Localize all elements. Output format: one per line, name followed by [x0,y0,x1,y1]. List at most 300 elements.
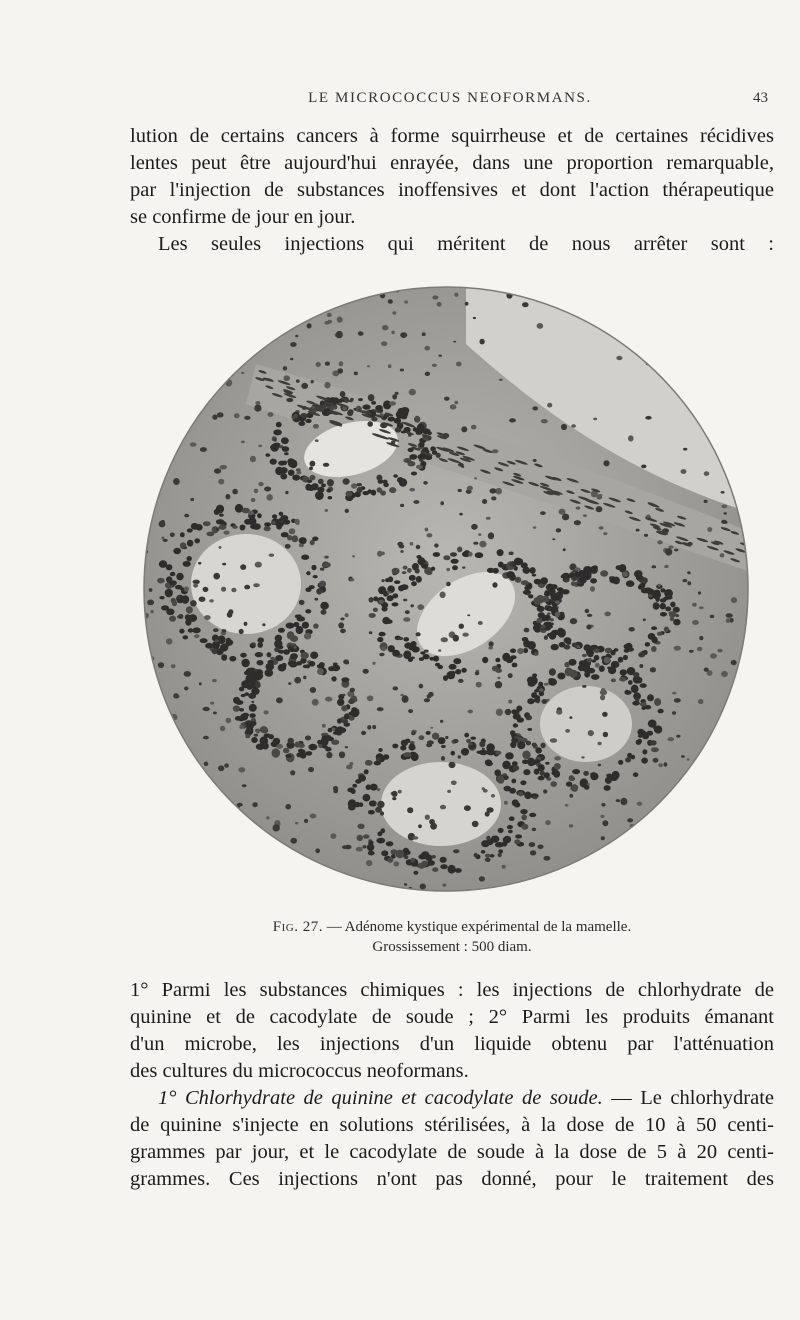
cell-nucleus [523,567,531,574]
cell-nucleus [572,769,580,774]
cell-nucleus [654,698,661,706]
cell-nucleus [551,644,559,650]
cell-nucleus [233,697,240,704]
cell-nucleus [382,325,389,331]
cell-nucleus [213,877,218,882]
cell-nucleus [321,609,327,614]
cell-nucleus [290,635,298,642]
cell-nucleus [600,570,608,576]
cell-nucleus [232,343,237,347]
cell-nucleus [218,479,224,485]
cell-nucleus [467,614,470,616]
cell-nucleus [473,542,478,545]
cell-nucleus [432,295,438,299]
cell-nucleus [658,584,661,587]
cell-nucleus [421,861,428,867]
cell-nucleus [290,770,295,775]
cell-nucleus [381,579,384,582]
cell-nucleus [385,619,393,624]
cell-nucleus [358,824,365,830]
cell-nucleus [205,384,212,392]
cell-nucleus [162,385,168,390]
cell-nucleus [422,428,431,434]
cell-nucleus [618,657,624,663]
cell-nucleus [300,864,304,866]
cell-nucleus [442,883,446,886]
cell-nucleus [414,871,419,875]
cell-nucleus [498,853,502,857]
cell-nucleus [553,771,560,778]
cell-nucleus [624,648,630,652]
cell-nucleus [257,513,262,518]
cell-nucleus [242,334,249,341]
cell-nucleus [145,878,150,881]
cell-nucleus [487,568,495,573]
cell-nucleus [419,735,425,740]
cell-nucleus [195,329,202,334]
cell-nucleus [419,442,425,448]
cell-nucleus [393,474,398,478]
cell-nucleus [532,828,537,832]
cell-nucleus [502,841,508,846]
figure-label: Fig. 27. [272,919,323,935]
cell-nucleus [475,552,484,558]
cell-nucleus [524,586,530,590]
cell-nucleus [616,799,620,802]
cell-nucleus [400,584,408,590]
cell-nucleus [316,588,322,594]
cell-nucleus [517,717,524,722]
cell-nucleus [144,296,150,300]
cell-nucleus [330,833,336,839]
cell-nucleus [636,529,640,532]
cell-nucleus [185,614,191,620]
cell-nucleus [380,811,384,815]
cell-nucleus [257,642,263,648]
cell-nucleus [524,628,530,633]
cell-nucleus [171,664,176,668]
cell-nucleus [588,730,594,736]
cell-nucleus [523,648,528,653]
cell-nucleus [692,620,699,625]
cell-nucleus [295,335,298,338]
cell-nucleus [485,811,490,816]
cell-nucleus [403,650,411,659]
cell-nucleus [437,665,443,669]
cell-nucleus [288,682,291,685]
cell-nucleus [138,841,145,846]
cell-nucleus [571,784,578,792]
cell-nucleus [224,763,229,767]
cell-nucleus [498,828,504,833]
cell-nucleus [392,602,399,606]
cell-nucleus [676,735,680,738]
cell-nucleus [495,751,501,755]
cell-nucleus [368,810,375,815]
cell-nucleus [597,887,602,892]
cell-nucleus [203,707,210,711]
cell-nucleus [411,472,417,476]
cell-nucleus [721,671,728,677]
cell-nucleus [571,424,576,428]
cell-nucleus [392,568,400,575]
cell-nucleus [377,551,383,557]
cell-nucleus [396,410,405,418]
cell-nucleus [527,593,530,596]
cell-nucleus [517,648,524,654]
cell-nucleus [547,403,552,408]
cell-nucleus [368,851,375,856]
cell-nucleus [338,622,344,628]
cell-nucleus [599,526,604,529]
cell-nucleus [159,596,164,599]
cell-nucleus [541,743,546,749]
cell-nucleus [618,760,623,765]
cell-nucleus [266,816,269,819]
cell-nucleus [670,617,675,621]
cell-nucleus [310,652,318,659]
cell-nucleus [627,753,632,758]
cell-nucleus [578,577,587,584]
cell-nucleus [510,655,516,659]
cell-nucleus [432,449,435,451]
cell-nucleus [516,706,522,712]
cell-nucleus [151,402,157,409]
cell-nucleus [691,885,698,890]
cell-nucleus [328,496,333,499]
cell-nucleus [616,356,622,360]
cell-nucleus [486,517,491,520]
cell-nucleus [400,369,404,372]
cell-nucleus [565,804,569,807]
cell-nucleus [302,622,309,629]
cell-nucleus [603,532,607,535]
cell-nucleus [194,538,200,543]
cell-nucleus [689,650,694,653]
cell-nucleus [464,805,471,811]
cell-nucleus [271,521,276,526]
cell-nucleus [411,604,414,607]
cell-nucleus [264,710,269,714]
cell-nucleus [237,506,243,511]
cell-nucleus [240,653,247,658]
cell-nucleus [272,514,277,518]
cell-nucleus [539,688,544,691]
cell-nucleus [511,738,518,743]
cell-nucleus [452,565,458,570]
cell-nucleus [352,555,355,557]
cell-nucleus [513,765,519,771]
cell-nucleus [312,699,319,706]
cell-nucleus [159,521,166,528]
cell-nucleus [288,536,293,540]
cell-nucleus [347,410,353,416]
cell-nucleus [296,379,300,382]
cell-nucleus [358,332,363,336]
cell-nucleus [471,425,477,430]
cell-nucleus [298,421,305,426]
cell-nucleus [141,766,147,771]
cell-nucleus [473,317,476,319]
cell-nucleus [225,321,231,326]
cell-nucleus [372,725,376,729]
cell-nucleus [184,671,191,677]
cell-nucleus [210,702,214,705]
cell-nucleus [674,549,678,552]
cell-nucleus [425,815,430,820]
cell-nucleus [479,541,486,548]
cell-nucleus [564,645,571,650]
cell-nucleus [219,514,224,517]
cell-nucleus [397,477,404,483]
cell-nucleus [224,868,230,872]
cell-nucleus [166,576,172,583]
cell-nucleus [222,563,226,566]
cell-nucleus [509,816,515,821]
cell-nucleus [370,784,378,791]
cell-nucleus [414,416,420,423]
cell-nucleus [566,782,572,787]
cell-nucleus [613,577,620,585]
cell-nucleus [367,725,371,730]
cell-nucleus [325,362,330,366]
cell-nucleus [186,345,190,349]
cell-nucleus [585,609,590,613]
cell-nucleus [594,655,600,661]
cell-nucleus [136,844,140,851]
cell-nucleus [407,807,413,813]
cell-nucleus [301,555,309,560]
cell-nucleus [137,812,140,815]
cell-nucleus [398,790,402,794]
cell-nucleus [285,804,291,810]
cell-nucleus [620,669,627,675]
cell-nucleus [620,798,627,806]
cell-nucleus [219,525,227,530]
cell-nucleus [215,639,219,642]
cell-nucleus [548,588,556,595]
cell-nucleus [381,850,388,856]
cell-nucleus [201,783,207,788]
cell-nucleus [704,500,708,503]
cell-nucleus [188,402,192,405]
cell-nucleus [562,514,569,521]
cell-nucleus [485,858,491,862]
cell-nucleus [214,509,220,515]
cell-nucleus [474,477,477,479]
cell-nucleus [411,581,417,586]
cell-nucleus [427,740,434,744]
cell-nucleus [158,662,164,668]
cell-nucleus [179,757,183,759]
cell-nucleus [164,804,168,807]
cell-nucleus [731,597,737,603]
figure-magnification: Grossissement : 500 diam. [372,939,532,955]
cell-nucleus [652,565,657,568]
cell-nucleus [645,642,650,647]
cell-nucleus [510,562,514,566]
cell-nucleus [637,802,643,806]
cell-nucleus [391,331,395,335]
cell-nucleus [538,764,545,771]
cell-nucleus [590,773,598,781]
cell-nucleus [433,656,439,662]
cell-nucleus [348,804,356,810]
cell-nucleus [470,737,476,740]
cell-nucleus [529,842,536,847]
cell-nucleus [254,669,258,672]
cell-nucleus [251,721,257,726]
cell-nucleus [587,783,590,785]
cell-nucleus [373,596,378,601]
cell-nucleus [389,401,396,405]
cell-nucleus [358,398,363,401]
cell-nucleus [633,862,640,868]
cell-nucleus [610,775,618,781]
cell-nucleus [404,883,407,886]
cell-nucleus [529,682,536,686]
cell-nucleus [457,547,462,553]
cell-nucleus [320,602,329,610]
cell-nucleus [453,341,456,343]
cell-nucleus [557,673,565,680]
cell-nucleus [376,758,381,762]
cell-nucleus [276,422,282,428]
cell-nucleus [538,776,545,781]
cell-nucleus [413,836,419,839]
cell-nucleus [455,669,461,674]
cell-nucleus [277,524,282,530]
cell-nucleus [373,608,378,612]
cell-nucleus [513,723,518,727]
cell-nucleus [285,491,288,494]
cell-nucleus [308,767,314,772]
cell-nucleus [252,289,258,293]
cell-nucleus [699,807,703,810]
cell-nucleus [309,467,313,471]
cell-nucleus [306,571,310,575]
cell-nucleus [409,744,416,751]
cell-nucleus [444,397,450,401]
cell-nucleus [283,850,289,854]
cell-nucleus [156,856,160,860]
cell-nucleus [502,653,510,662]
cell-nucleus [441,756,445,761]
cell-nucleus [681,755,685,758]
cell-nucleus [403,458,411,463]
cell-nucleus [740,824,747,829]
cell-nucleus [371,490,376,496]
cell-nucleus [368,394,375,401]
cell-nucleus [299,600,305,605]
text-line: Les seules injections qui méritent de nous arrêter sont : [158,233,774,255]
cell-nucleus [273,439,276,442]
cell-nucleus [190,600,197,606]
cell-nucleus [750,504,756,511]
cell-nucleus [317,740,322,744]
cell-nucleus [570,618,577,624]
cell-nucleus [705,812,710,817]
cell-nucleus [418,854,427,860]
cell-nucleus [278,628,285,633]
cell-nucleus [647,694,654,701]
cell-nucleus [265,453,270,457]
cell-nucleus [168,874,175,880]
cell-nucleus [586,625,591,630]
cell-nucleus [707,527,712,532]
cell-nucleus [628,680,633,685]
cell-nucleus [450,552,457,557]
micrograph-image [136,284,756,894]
cell-nucleus [145,693,151,697]
cell-nucleus [403,637,409,641]
cell-nucleus [257,660,264,665]
cell-nucleus [737,756,742,760]
cell-nucleus [522,302,529,307]
cell-nucleus [440,720,443,723]
cell-nucleus [411,753,419,761]
cell-nucleus [416,555,421,559]
cell-nucleus [717,649,722,653]
cell-nucleus [402,695,409,703]
cell-nucleus [248,511,254,515]
cell-nucleus [144,811,150,817]
cell-nucleus [310,687,316,693]
cell-nucleus [165,870,169,873]
cell-nucleus [267,494,273,501]
cell-nucleus [572,299,577,304]
cell-nucleus [674,646,681,651]
cell-nucleus [326,752,332,758]
cell-nucleus [400,745,406,750]
cell-nucleus [611,679,616,683]
cell-nucleus [369,800,377,806]
cell-nucleus [141,378,147,384]
cell-nucleus [386,841,394,846]
cell-nucleus [601,803,605,807]
cell-nucleus [221,654,227,661]
cell-nucleus [633,772,638,777]
cell-nucleus [745,758,752,763]
cell-nucleus [692,603,697,607]
cell-nucleus [568,871,575,875]
cell-nucleus [545,762,549,765]
cell-nucleus [458,489,462,492]
cell-nucleus [204,762,209,766]
cell-nucleus [233,705,240,711]
cell-nucleus [254,734,259,737]
cell-nucleus [515,834,522,838]
cell-nucleus [436,453,441,458]
cell-nucleus [154,341,157,344]
cell-nucleus [255,681,260,684]
cell-nucleus [159,560,167,568]
cell-nucleus [183,546,187,549]
cell-nucleus [492,582,497,588]
cell-nucleus [136,348,140,350]
cell-nucleus [362,845,366,848]
cell-nucleus [219,546,222,549]
text-line: par l'injection de substances inoffensives et dont l'action thérapeutique [130,179,774,201]
cell-nucleus [380,490,386,495]
cell-nucleus [167,344,171,346]
cell-nucleus [631,850,637,855]
cell-nucleus [264,522,271,526]
cell-nucleus [289,528,296,534]
text-line: grammes par jour, et le cacodylate de soude à la dose de 5 à 20 centi- [130,1141,774,1163]
cell-nucleus [136,629,139,632]
cell-nucleus [342,845,348,849]
